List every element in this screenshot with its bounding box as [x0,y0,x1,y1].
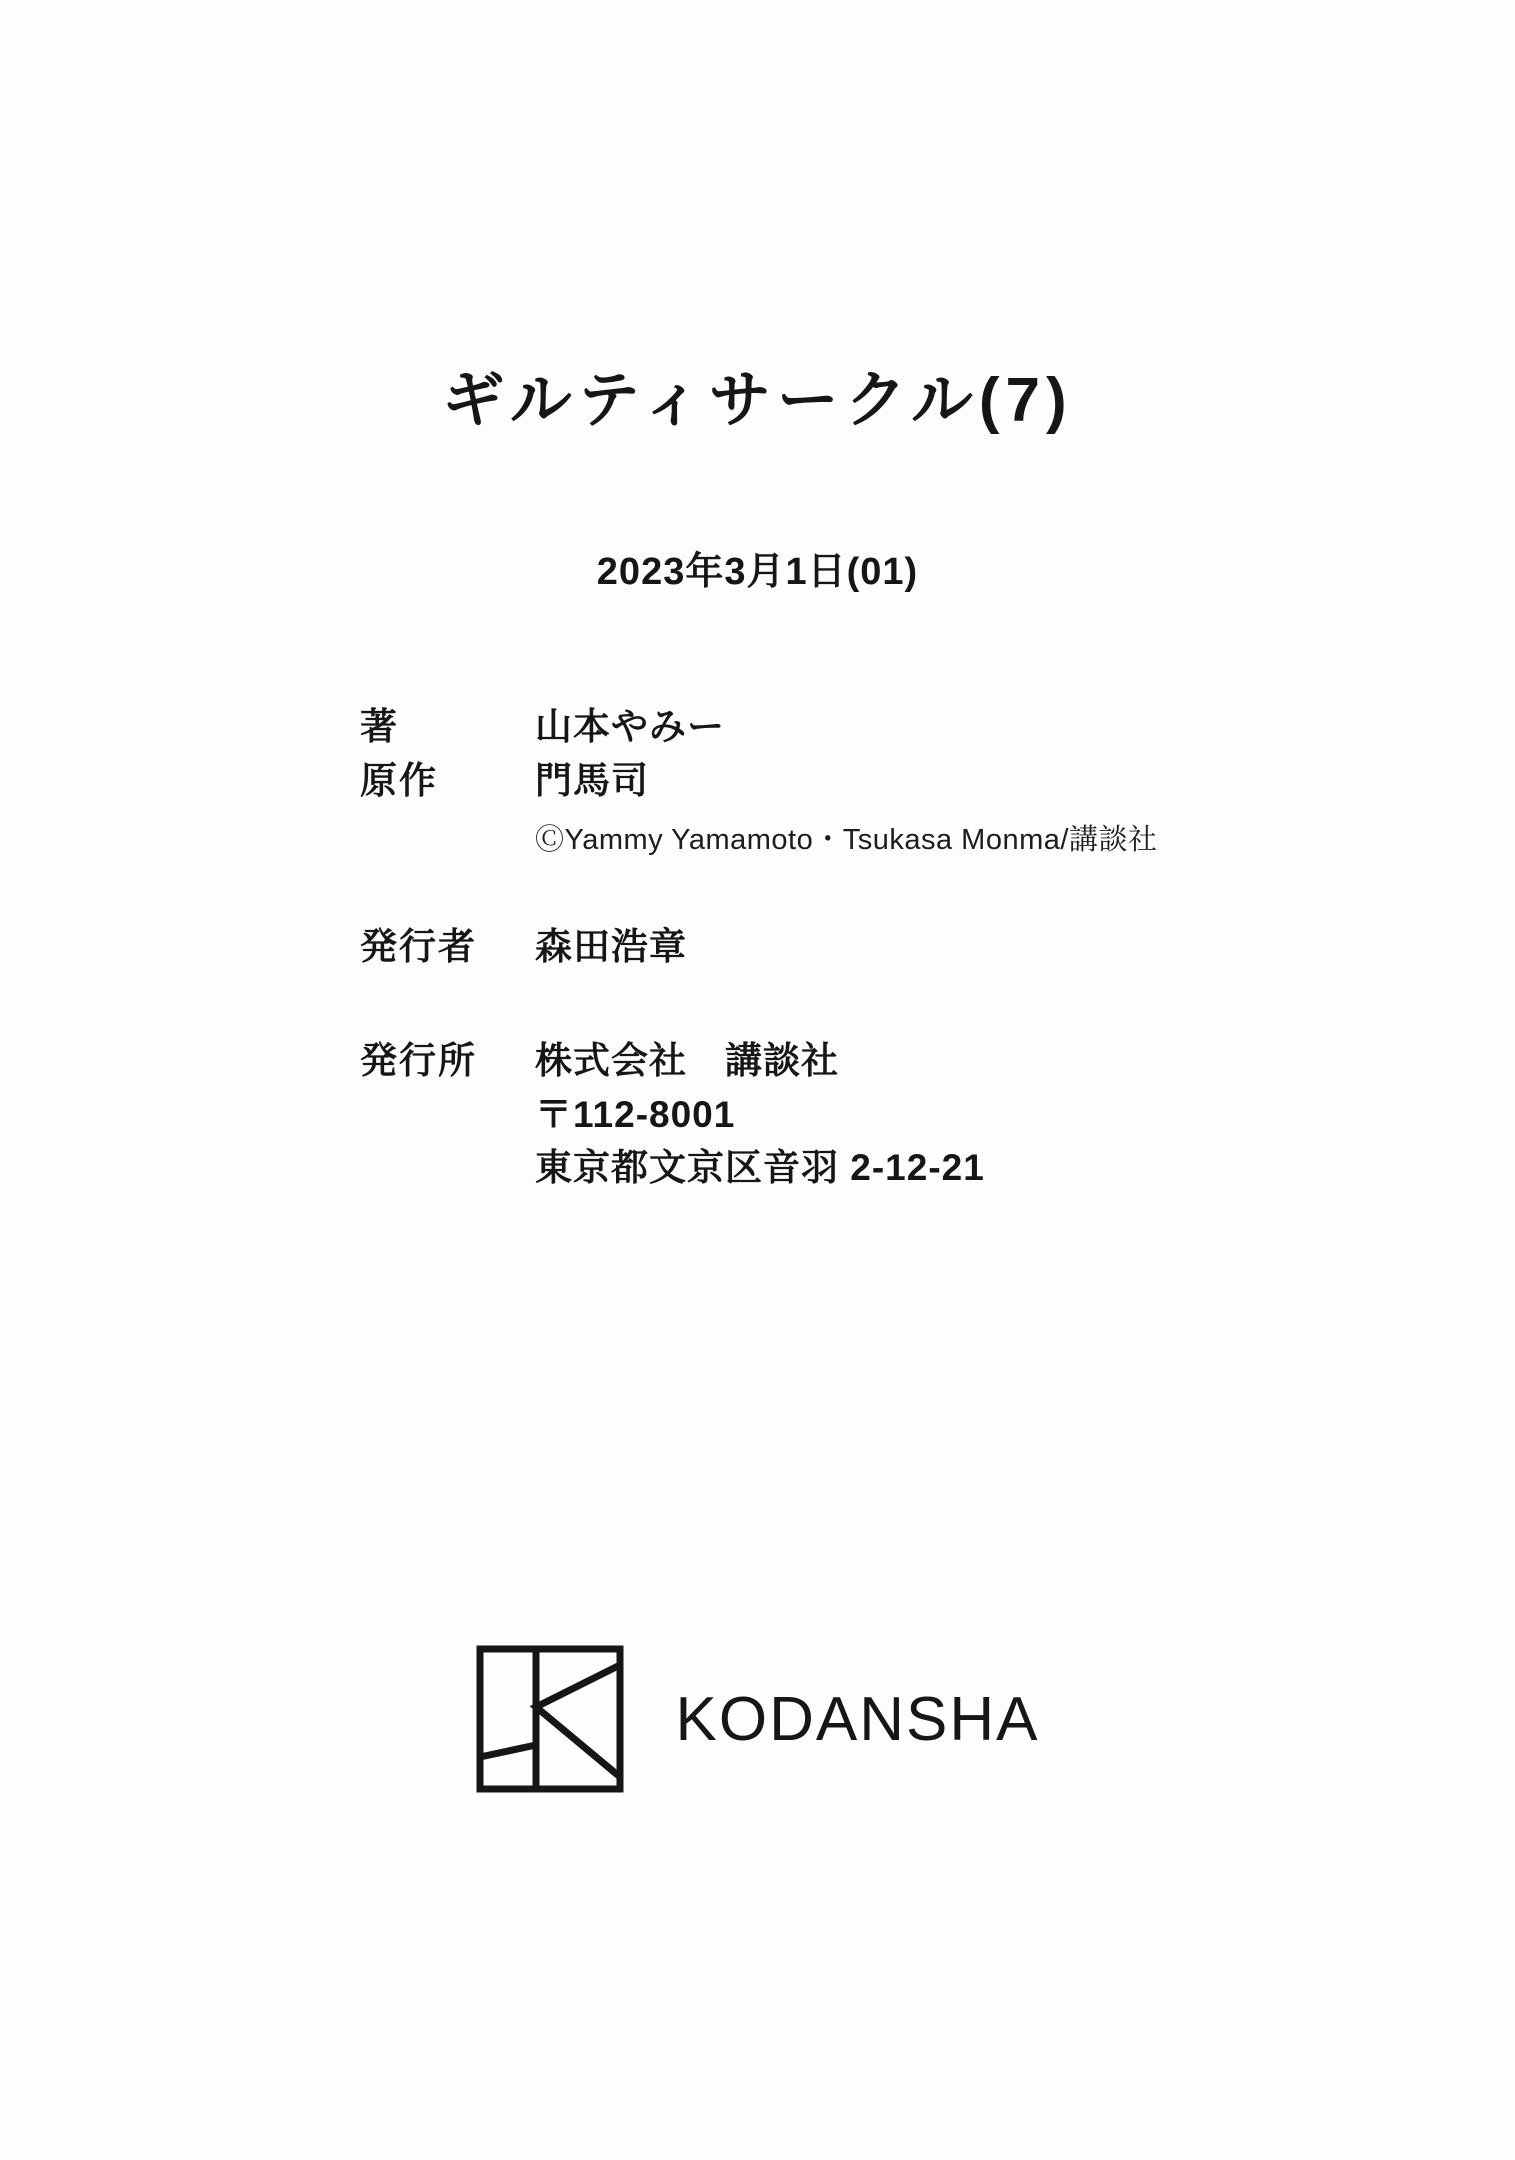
publisher-logo [0,1645,1515,1793]
copyright-notice: ⒸYammy Yamamoto・Tsukasa Monma/講談社 [535,824,1158,857]
publication-date: 2023年3月1日(01) [596,551,919,593]
publisher-address: 東京都文京区音羽 2-12-21 [535,1147,985,1189]
credit-value-original: 門馬司 [535,759,649,801]
page-title: ギルティサークル(7) [442,366,1073,435]
publisher-office-name: 株式会社 講談社 [535,1040,839,1082]
credit-row-author [360,700,1260,754]
publisher-postal-code: 〒112-8001 [535,1093,736,1135]
credit-label-original: 原作 [360,759,438,801]
publisher-person-row [360,920,1260,974]
credit-row-original [360,754,1260,808]
kodansha-logo-mark-icon [476,1645,624,1793]
publisher-office-label: 発行所 [360,1040,477,1082]
publisher-office-details [535,1034,985,1195]
credit-value-author: 山本やみー [535,706,725,747]
publisher-person-value: 森田浩章 [535,926,687,968]
credit-label-author: 著 [360,706,399,747]
publisher-logo-text: KODANSHA [675,1684,1040,1754]
publisher-office-row [360,1034,1260,1195]
colophon-block [360,700,1260,1195]
publisher-person-label: 発行者 [360,926,477,968]
